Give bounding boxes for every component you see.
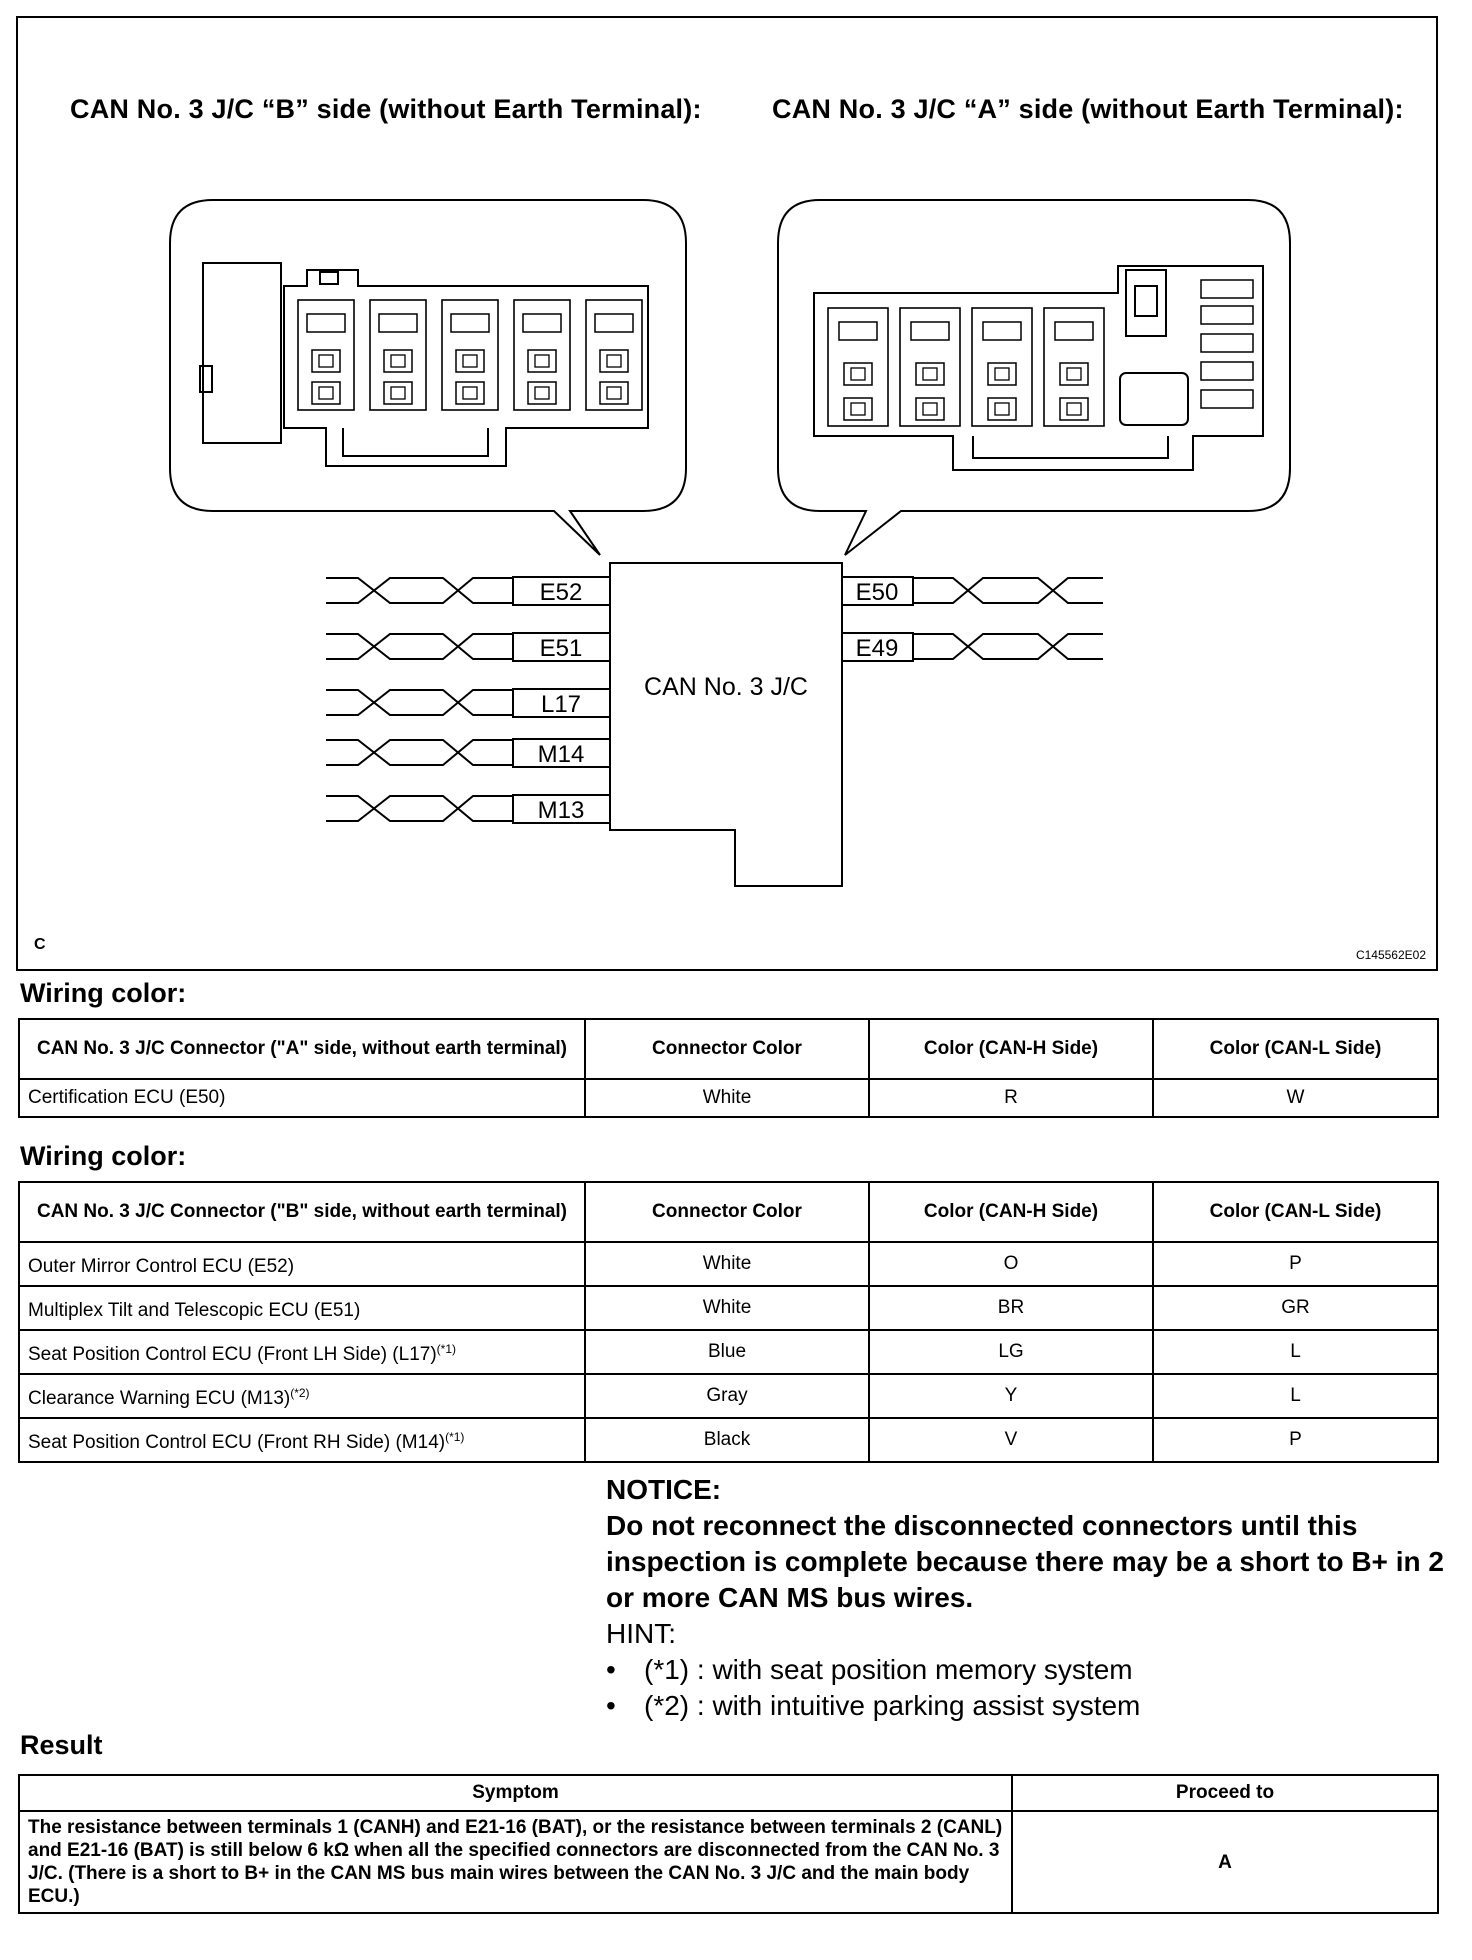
connector-label-e50: E50 bbox=[855, 579, 899, 606]
a-side-connector-face bbox=[814, 266, 1263, 470]
left-connector-labels bbox=[513, 577, 610, 824]
hint-list bbox=[606, 1652, 1446, 1724]
ecu-name: Clearance Warning ECU $(M13)^{(*2)}$ bbox=[19, 1374, 585, 1418]
connector-color: White bbox=[585, 1242, 869, 1286]
proceed-to: A bbox=[1012, 1811, 1438, 1913]
can-h-color: V bbox=[869, 1418, 1153, 1462]
wiring-a-heading: Wiring color: bbox=[20, 978, 187, 1008]
ecu-name: Seat Position Control ECU (Front RH Side) $(M14)^{(*1)}$ bbox=[19, 1418, 585, 1462]
can-h-color: R bbox=[869, 1079, 1153, 1117]
right-wires bbox=[913, 578, 1103, 659]
connector-label-m14: M14 bbox=[537, 741, 585, 768]
figure-heading-a-side: CAN No. 3 J/C “A” side (without Earth Terminal): bbox=[772, 94, 1404, 124]
wiring-a-table bbox=[18, 1018, 1439, 1118]
wiring-b-table bbox=[18, 1181, 1439, 1463]
right-connector-labels bbox=[842, 577, 913, 662]
figure-code: C145562E02 bbox=[1355, 948, 1426, 962]
a-side-callout bbox=[778, 200, 1290, 555]
notice-block bbox=[606, 1472, 1446, 1724]
jc-diagram bbox=[18, 18, 1438, 971]
table-row bbox=[19, 1811, 1438, 1913]
connector-label-e49: E49 bbox=[855, 635, 899, 662]
footnote-marker: (*1) bbox=[436, 1342, 457, 1356]
can-l-color: L bbox=[1153, 1330, 1438, 1374]
wiring-b-header-can-h: Color (CAN-H Side) bbox=[869, 1182, 1153, 1242]
result-header-symptom: Symptom bbox=[19, 1775, 1012, 1811]
can-h-color: LG bbox=[869, 1330, 1153, 1374]
can-l-color: P bbox=[1153, 1418, 1438, 1462]
connector-color: White bbox=[585, 1286, 869, 1330]
result-header-proceed: Proceed to bbox=[1012, 1775, 1438, 1811]
b-side-connector-face bbox=[200, 263, 648, 466]
wiring-a-header-connector: CAN No. 3 J/C Connector ("A" side, without earth terminal) bbox=[19, 1019, 585, 1079]
ecu-name: Outer Mirror Control ECU (E52) bbox=[19, 1242, 585, 1286]
table-row bbox=[19, 1374, 1438, 1418]
jc-label: CAN No. 3 J/C bbox=[644, 673, 808, 701]
connector-color: Gray bbox=[585, 1374, 869, 1418]
b-side-callout bbox=[170, 200, 686, 555]
footnote-marker: (*2) bbox=[290, 1386, 310, 1400]
connector-label-l17: L17 bbox=[540, 691, 582, 718]
table-row bbox=[19, 1330, 1438, 1374]
result-table bbox=[18, 1774, 1439, 1914]
table-row bbox=[19, 1286, 1438, 1330]
table-row bbox=[19, 1242, 1438, 1286]
can-h-color: O bbox=[869, 1242, 1153, 1286]
hint-item: • (*1) : with seat position memory system bbox=[606, 1652, 1446, 1688]
wiring-b-heading: Wiring color: bbox=[20, 1141, 187, 1171]
bullet: • bbox=[606, 1654, 616, 1685]
wiring-b-header-connector-color: Connector Color bbox=[585, 1182, 869, 1242]
wiring-a-header-connector-color: Connector Color bbox=[585, 1019, 869, 1079]
wiring-diagram-figure bbox=[16, 16, 1438, 971]
can-l-color: W bbox=[1153, 1079, 1438, 1117]
table-row bbox=[19, 1418, 1438, 1462]
can-l-color: GR bbox=[1153, 1286, 1438, 1330]
connector-label-e51: E51 bbox=[539, 635, 583, 662]
ecu-name: Certification ECU (E50) bbox=[19, 1079, 585, 1117]
figure-heading-b-side: CAN No. 3 J/C “B” side (without Earth Terminal): bbox=[70, 94, 702, 124]
figure-corner-letter: C bbox=[34, 936, 46, 953]
wiring-a-header-can-h: Color (CAN-H Side) bbox=[869, 1019, 1153, 1079]
wiring-b-header-connector: CAN No. 3 J/C Connector ("B" side, without earth terminal) bbox=[19, 1182, 585, 1242]
connector-color: Black bbox=[585, 1418, 869, 1462]
can-l-color: L bbox=[1153, 1374, 1438, 1418]
can-h-color: Y bbox=[869, 1374, 1153, 1418]
notice-text: Do not reconnect the disconnected connectors until this inspection is complete because there may be a short to B+ in 2 or more CAN MS bus wires. bbox=[606, 1510, 1444, 1613]
connector-label-e52: E52 bbox=[539, 579, 583, 606]
jc-body bbox=[610, 563, 842, 886]
symptom-text: The resistance between terminals 1 (CANH) and E21-16 (BAT), or the resistance between terminals 2 (CANL) and E21-16 (BAT) is still below 6 kΩ when all the specified connectors are disconnected from the CAN No. 3 J/C. (There is a short to B+ in the CAN MS bus main wires between the CAN No. 3 J/C and the main body ECU.) bbox=[19, 1811, 1012, 1913]
can-h-color: BR bbox=[869, 1286, 1153, 1330]
connector-label-m13: M13 bbox=[537, 797, 585, 824]
hint-title: HINT: bbox=[606, 1618, 676, 1649]
table-row bbox=[19, 1079, 1438, 1117]
ecu-name: Seat Position Control ECU (Front LH Side) $(L17)^{(*1)}$ bbox=[19, 1330, 585, 1374]
wiring-a-header-can-l: Color (CAN-L Side) bbox=[1153, 1019, 1438, 1079]
can-l-color: P bbox=[1153, 1242, 1438, 1286]
bullet: • bbox=[606, 1690, 616, 1721]
wiring-b-header-can-l: Color (CAN-L Side) bbox=[1153, 1182, 1438, 1242]
connector-color: Blue bbox=[585, 1330, 869, 1374]
hint-item: • (*2) : with intuitive parking assist system bbox=[606, 1688, 1446, 1724]
footnote-marker: (*1) bbox=[445, 1430, 465, 1444]
left-wires bbox=[326, 578, 513, 821]
result-heading: Result bbox=[20, 1730, 103, 1760]
connector-color: White bbox=[585, 1079, 869, 1117]
notice-title: NOTICE: bbox=[606, 1474, 722, 1505]
ecu-name: Multiplex Tilt and Telescopic ECU (E51) bbox=[19, 1286, 585, 1330]
